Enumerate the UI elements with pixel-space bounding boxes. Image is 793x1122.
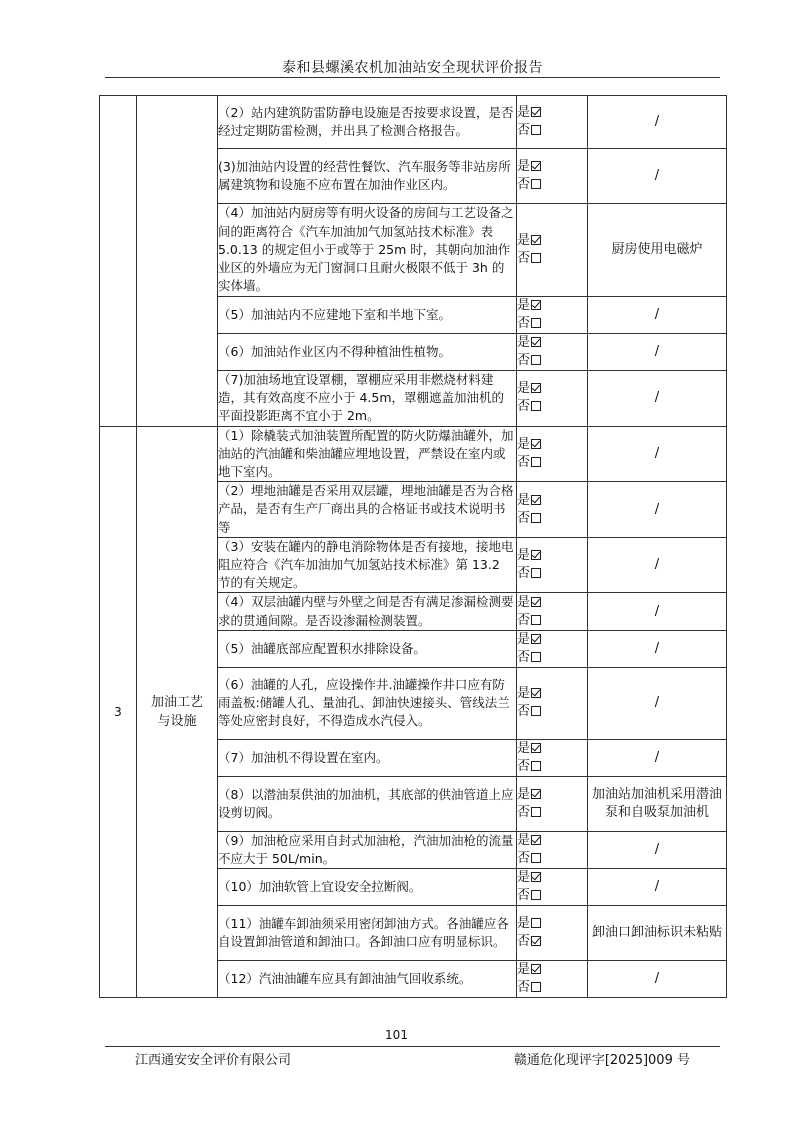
remark-cell: / bbox=[588, 149, 727, 204]
yes-label: 是 bbox=[517, 631, 531, 647]
table-row bbox=[100, 96, 727, 149]
checked-box-icon bbox=[531, 789, 541, 799]
option-yes bbox=[517, 297, 587, 315]
compliance-options bbox=[517, 739, 588, 776]
page-header-title: 泰和县螺溪农机加油站安全现状评价报告 bbox=[282, 60, 543, 76]
remark-cell: / bbox=[588, 739, 727, 776]
compliance-options bbox=[517, 482, 588, 538]
unchecked-box-icon bbox=[531, 568, 541, 578]
option-yes bbox=[517, 380, 587, 398]
checked-box-icon bbox=[531, 235, 541, 245]
checked-box-icon bbox=[531, 964, 541, 974]
option-no bbox=[517, 250, 587, 268]
checked-box-icon bbox=[531, 872, 541, 882]
compliance-options bbox=[517, 961, 588, 998]
yes-label: 是 bbox=[517, 492, 531, 508]
item-number-cell bbox=[100, 96, 137, 427]
check-item-text: （7)加油场地宜设罩棚，罩棚应采用非燃烧材料建造，其有效高度不应小于 4.5m，罩棚遮盖加油机的平面投影距离不宜小于 2m。 bbox=[218, 371, 517, 427]
unchecked-box-icon bbox=[531, 513, 541, 523]
no-label: 否 bbox=[517, 649, 531, 665]
option-no bbox=[517, 454, 587, 472]
checked-box-icon bbox=[531, 337, 541, 347]
check-item-text: （4）加油站内厨房等有明火设备的房间与工艺设备之间的距离符合《汽车加油加气加氢站技术标准》表 5.0.13 的规定但小于或等于 25m 时，其朝向加油作业区的外墙应为无门窗洞口且耐火极限不低于 3h 的实体墙。 bbox=[218, 204, 517, 297]
remark-cell: / bbox=[588, 961, 727, 998]
unchecked-box-icon bbox=[531, 918, 541, 928]
option-yes bbox=[517, 915, 587, 933]
remark-cell: / bbox=[588, 426, 727, 482]
compliance-options bbox=[517, 334, 588, 371]
no-label: 否 bbox=[517, 888, 531, 904]
option-no bbox=[517, 979, 587, 997]
check-item-text: （10）加油软管上宜设安全拉断阀。 bbox=[218, 869, 517, 906]
option-yes bbox=[517, 869, 587, 887]
remark-cell: / bbox=[588, 537, 727, 593]
checked-box-icon bbox=[531, 107, 541, 117]
compliance-options bbox=[517, 426, 588, 482]
remark-cell: / bbox=[588, 96, 727, 149]
no-label: 否 bbox=[517, 612, 531, 628]
yes-label: 是 bbox=[517, 833, 531, 849]
table-row bbox=[100, 426, 727, 482]
option-no bbox=[517, 933, 587, 951]
checked-box-icon bbox=[531, 550, 541, 560]
check-item-text: （8）以潜油泵供油的加油机，其底部的供油管道上应设剪切阀。 bbox=[218, 776, 517, 831]
checked-box-icon bbox=[531, 161, 541, 171]
remark-cell: / bbox=[588, 630, 727, 667]
check-item-text: (3)加油站内设置的经营性餐饮、汽车服务等非站房所属建筑物和设施不应布置在加油作业区内。 bbox=[218, 149, 517, 204]
compliance-options bbox=[517, 667, 588, 739]
option-no bbox=[517, 122, 587, 140]
checked-box-icon bbox=[531, 597, 541, 607]
compliance-options bbox=[517, 96, 588, 149]
option-yes bbox=[517, 232, 587, 250]
remark-cell: / bbox=[588, 831, 727, 868]
compliance-options bbox=[517, 537, 588, 593]
unchecked-box-icon bbox=[531, 807, 541, 817]
option-yes bbox=[517, 436, 587, 454]
checked-box-icon bbox=[531, 634, 541, 644]
remark-cell: / bbox=[588, 334, 727, 371]
yes-label: 是 bbox=[517, 548, 531, 564]
option-no bbox=[517, 315, 587, 333]
yes-label: 是 bbox=[517, 962, 531, 978]
yes-label: 是 bbox=[517, 159, 531, 174]
unchecked-box-icon bbox=[531, 401, 541, 411]
no-label: 否 bbox=[517, 177, 531, 192]
no-label: 否 bbox=[517, 251, 531, 266]
remark-cell: / bbox=[588, 667, 727, 739]
option-no bbox=[517, 510, 587, 528]
yes-label: 是 bbox=[517, 594, 531, 610]
option-yes bbox=[517, 158, 587, 176]
option-yes bbox=[517, 740, 587, 758]
category-cell: 加油工艺与设施 bbox=[137, 426, 218, 998]
yes-label: 是 bbox=[517, 233, 531, 248]
option-yes bbox=[517, 631, 587, 649]
item-number-cell: 3 bbox=[100, 426, 137, 998]
unchecked-box-icon bbox=[531, 179, 541, 189]
checked-box-icon bbox=[531, 688, 541, 698]
compliance-options bbox=[517, 149, 588, 204]
compliance-options bbox=[517, 831, 588, 868]
option-no bbox=[517, 804, 587, 822]
unchecked-box-icon bbox=[531, 706, 541, 716]
option-no bbox=[517, 176, 587, 194]
checked-box-icon bbox=[531, 743, 541, 753]
compliance-options bbox=[517, 776, 588, 831]
remark-cell: / bbox=[588, 297, 727, 334]
option-yes bbox=[517, 492, 587, 510]
no-label: 否 bbox=[517, 851, 531, 867]
option-yes bbox=[517, 786, 587, 804]
no-label: 否 bbox=[517, 399, 531, 415]
compliance-options bbox=[517, 593, 588, 630]
unchecked-box-icon bbox=[531, 890, 541, 900]
no-label: 否 bbox=[517, 704, 531, 720]
unchecked-box-icon bbox=[531, 652, 541, 662]
remark-cell: / bbox=[588, 593, 727, 630]
check-item-text: （12）汽油油罐车应具有卸油油气回收系统。 bbox=[218, 961, 517, 998]
compliance-options bbox=[517, 630, 588, 667]
option-yes bbox=[517, 832, 587, 850]
no-label: 否 bbox=[517, 454, 531, 470]
yes-label: 是 bbox=[517, 436, 531, 452]
checked-box-icon bbox=[531, 936, 541, 946]
yes-label: 是 bbox=[517, 686, 531, 702]
unchecked-box-icon bbox=[531, 982, 541, 992]
compliance-options bbox=[517, 906, 588, 961]
yes-label: 是 bbox=[517, 916, 531, 932]
compliance-options bbox=[517, 297, 588, 334]
remark-cell: / bbox=[588, 869, 727, 906]
no-label: 否 bbox=[517, 758, 531, 774]
option-yes bbox=[517, 104, 587, 122]
checked-box-icon bbox=[531, 383, 541, 393]
checked-box-icon bbox=[531, 300, 541, 310]
compliance-options bbox=[517, 204, 588, 297]
no-label: 否 bbox=[517, 934, 531, 950]
yes-label: 是 bbox=[517, 105, 531, 120]
unchecked-box-icon bbox=[531, 318, 541, 328]
option-yes bbox=[517, 961, 587, 979]
option-no bbox=[517, 612, 587, 630]
unchecked-box-icon bbox=[531, 253, 541, 263]
remark-cell: / bbox=[588, 482, 727, 538]
yes-label: 是 bbox=[517, 298, 531, 313]
page-number: 101 bbox=[385, 1028, 408, 1042]
check-item-text: （9）加油枪应采用自封式加油枪，汽油加油枪的流量不应大于 50L/min。 bbox=[218, 831, 517, 868]
check-item-text: （11）油罐车卸油须采用密闭卸油方式。各油罐应各自设置卸油管道和卸油口。各卸油口应有明显标识。 bbox=[218, 906, 517, 961]
no-label: 否 bbox=[517, 123, 531, 138]
unchecked-box-icon bbox=[531, 615, 541, 625]
option-yes bbox=[517, 334, 587, 352]
yes-label: 是 bbox=[517, 381, 531, 397]
remark-cell: 卸油口卸油标识未粘贴 bbox=[588, 906, 727, 961]
footer-doc-code: 赣通危化现评字[2025]009 号 bbox=[513, 1053, 690, 1068]
unchecked-box-icon bbox=[531, 125, 541, 135]
check-item-text: （6）油罐的人孔，应设操作井.油罐操作井口应有防雨盖板:储罐人孔、量油孔、卸油快速接头、管线法兰等处应密封良好，不得造成水汽侵入。 bbox=[218, 667, 517, 739]
yes-label: 是 bbox=[517, 335, 531, 350]
check-item-text: （2）埋地油罐是否采用双层罐，埋地油罐是否为合格产品，是否有生产厂商出具的合格证书或技术说明书等 bbox=[218, 482, 517, 538]
option-no bbox=[517, 887, 587, 905]
option-no bbox=[517, 565, 587, 583]
remark-cell: / bbox=[588, 371, 727, 427]
safety-checklist-table bbox=[99, 95, 727, 998]
no-label: 否 bbox=[517, 316, 531, 331]
option-no bbox=[517, 703, 587, 721]
compliance-options bbox=[517, 371, 588, 427]
option-no bbox=[517, 398, 587, 416]
checked-box-icon bbox=[531, 439, 541, 449]
unchecked-box-icon bbox=[531, 355, 541, 365]
no-label: 否 bbox=[517, 566, 531, 582]
no-label: 否 bbox=[517, 510, 531, 526]
option-yes bbox=[517, 594, 587, 612]
remark-cell: 加油站加油机采用潜油泵和自吸泵加油机 bbox=[588, 776, 727, 831]
check-item-text: （6）加油站作业区内不得种植油性植物。 bbox=[218, 334, 517, 371]
option-no bbox=[517, 850, 587, 868]
checked-box-icon bbox=[531, 495, 541, 505]
check-item-text: （7）加油机不得设置在室内。 bbox=[218, 739, 517, 776]
check-item-text: （5）加油站内不应建地下室和半地下室。 bbox=[218, 297, 517, 334]
check-item-text: （5）油罐底部应配置积水排除设备。 bbox=[218, 630, 517, 667]
category-cell bbox=[137, 96, 218, 427]
yes-label: 是 bbox=[517, 786, 531, 802]
checked-box-icon bbox=[531, 835, 541, 845]
unchecked-box-icon bbox=[531, 853, 541, 863]
footer-company: 江西通安安全评价有限公司 bbox=[135, 1053, 292, 1068]
yes-label: 是 bbox=[517, 870, 531, 886]
no-label: 否 bbox=[517, 804, 531, 820]
yes-label: 是 bbox=[517, 740, 531, 756]
header-divider bbox=[105, 77, 720, 78]
option-yes bbox=[517, 685, 587, 703]
option-yes bbox=[517, 547, 587, 565]
option-no bbox=[517, 352, 587, 370]
check-item-text: （1）除橇装式加油装置所配置的防火防爆油罐外，加油站的汽油罐和柴油罐应埋地设置，严禁设在室内或地下室内。 bbox=[218, 426, 517, 482]
check-item-text: （2）站内建筑防雷防静电设施是否按要求设置，是否经过定期防雷检测，并出具了检测合格报告。 bbox=[218, 96, 517, 149]
unchecked-box-icon bbox=[531, 761, 541, 771]
compliance-options bbox=[517, 869, 588, 906]
option-no bbox=[517, 649, 587, 667]
option-no bbox=[517, 758, 587, 776]
no-label: 否 bbox=[517, 980, 531, 996]
no-label: 否 bbox=[517, 353, 531, 368]
unchecked-box-icon bbox=[531, 457, 541, 467]
check-item-text: （3）安装在罐内的静电消除物体是否有接地，接地电阻应符合《汽车加油加气加氢站技术标准》第 13.2 节的有关规定。 bbox=[218, 537, 517, 593]
remark-cell: 厨房使用电磁炉 bbox=[588, 204, 727, 297]
footer-divider bbox=[105, 1046, 720, 1047]
check-item-text: （4）双层油罐内壁与外壁之间是否有满足渗漏检测要求的贯通间隙。是否设渗漏检测装置。 bbox=[218, 593, 517, 630]
